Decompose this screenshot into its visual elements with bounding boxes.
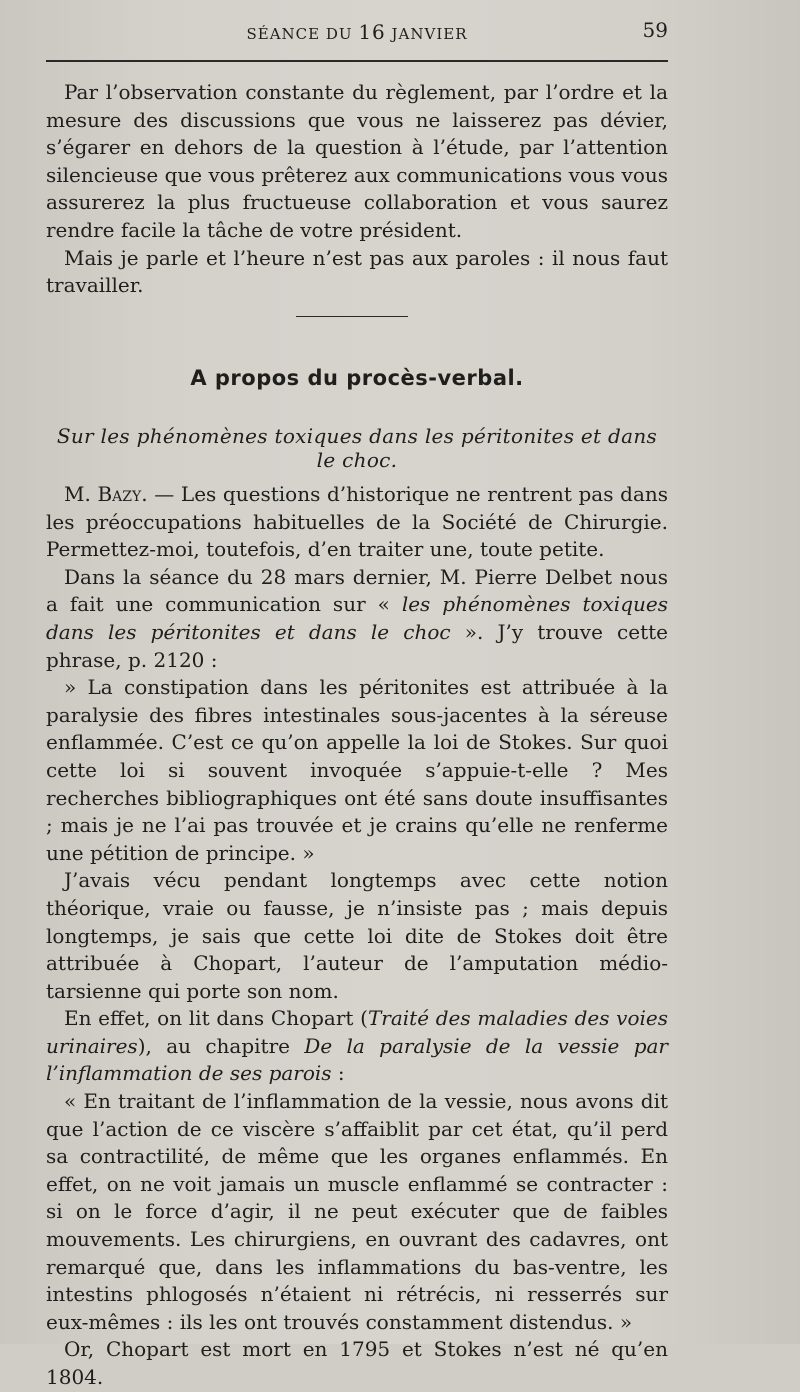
body-paragraph-3: » La constipation dans les péritonites est attribuée à la paralysie des fibres intestinales sous-jacentes à la séreuse enflammée. C’est ce qu’on appelle la loi de Stokes. Sur quoi cette loi si souvent invoquée s’appuie-t-elle ? Mes recherches bibliographiques ont été sans doute insuffisantes ; mais je ne l’ai pas trouvée et je crains qu’elle ne renferme une pétition de principe. » <box>46 675 668 865</box>
body-paragraph-5-c: : <box>331 1061 345 1086</box>
page-number: 59 <box>642 18 668 42</box>
cited-book-title: Traité des maladies des voies urinaires <box>46 1006 669 1058</box>
running-header <box>46 18 668 46</box>
body-paragraph-1-text: — Les questions d’historique ne rentrent pas dans les préoccupations habituelles de la Société de Chirurgie. Permettez-moi, toutefois, d’en traiter une, toute petite. <box>46 482 669 562</box>
speaker-name: M. Bazy. <box>64 482 148 506</box>
intro-paragraph-2: Mais je parle et l’heure n’est pas aux paroles : il nous faut travailler. <box>46 245 668 298</box>
body-paragraph-6: « En traitant de l’inflammation de la vessie, nous avons dit que l’action de ce viscère s’affaiblit par cet état, qu’il perd sa contractilité, de même que les organes enflammés. En effet, on ne voit jamais un muscle enflammé se contracter : si on le force d’agir, il ne peut exécuter que de faibles mouvements. Les chirurgiens, en ouvrant des cadavres, ont remarqué que, dans les inflammations du bas-ventre, les intestins phlogosés n’étaient ni rétrécis, ni resserrés sur eux-mêmes : ils les ont trouvés constamment distendus. » <box>46 1089 668 1334</box>
running-title-month: JANVIER <box>385 25 468 43</box>
section-subheading: Sur les phénomènes toxiques dans les péritonites et dans le choc. <box>56 424 658 472</box>
cited-chapter-title: De la paralysie de la vessie par l’inflammation de ses parois <box>46 1033 668 1086</box>
body-paragraph-4: J’avais vécu pendant longtemps avec cette notion théorique, vraie ou fausse, je n’insiste pas ; mais depuis longtemps, je sais que cette loi dite de Stokes doit être attribuée à Chopart, l’auteur de l’amputation médio-tarsienne qui porte son nom. <box>46 868 668 1003</box>
cited-communication-title: les phénomènes toxiques dans les péritonites et dans le choc <box>46 592 668 644</box>
header-rule <box>46 60 668 62</box>
body-text <box>46 481 668 1392</box>
body-paragraph-7: Or, Chopart est mort en 1795 et Stokes n’est né qu’en 1804. <box>46 1337 668 1389</box>
body-paragraph-2-b: ». J’y trouve cette phrase, p. 2120 : <box>46 619 668 672</box>
body-paragraph-1 <box>46 481 668 564</box>
body-paragraph-5-b: ), au chapitre <box>137 1033 305 1058</box>
section-separator <box>296 316 408 317</box>
intro-text <box>46 79 668 300</box>
intro-paragraph-1: Par l’observation constante du règlement, par l’ordre et la mesure des discussions que vous ne laisserez pas dévier, s’égarer en dehors de la question à l’étude, par l’attention silencieuse que vous prêterez aux communications vous vous assurerez la plus fructueuse collaboration et vous saurez rendre facile la tâche de votre président. <box>46 80 668 242</box>
body-paragraph-2 <box>46 564 668 674</box>
body-paragraph-2-a: Dans la séance du 28 mars dernier, M. Pierre Delbet nous a fait une communication sur « <box>46 564 668 617</box>
body-paragraph-5-a: En effet, on lit dans Chopart ( <box>64 1006 368 1031</box>
running-title <box>46 20 668 44</box>
section-heading: A propos du procès-verbal. <box>190 366 524 390</box>
running-title-pre: SÉANCE DU <box>246 25 359 43</box>
body-paragraph-5 <box>46 1005 668 1088</box>
running-title-date: 16 <box>358 20 386 44</box>
